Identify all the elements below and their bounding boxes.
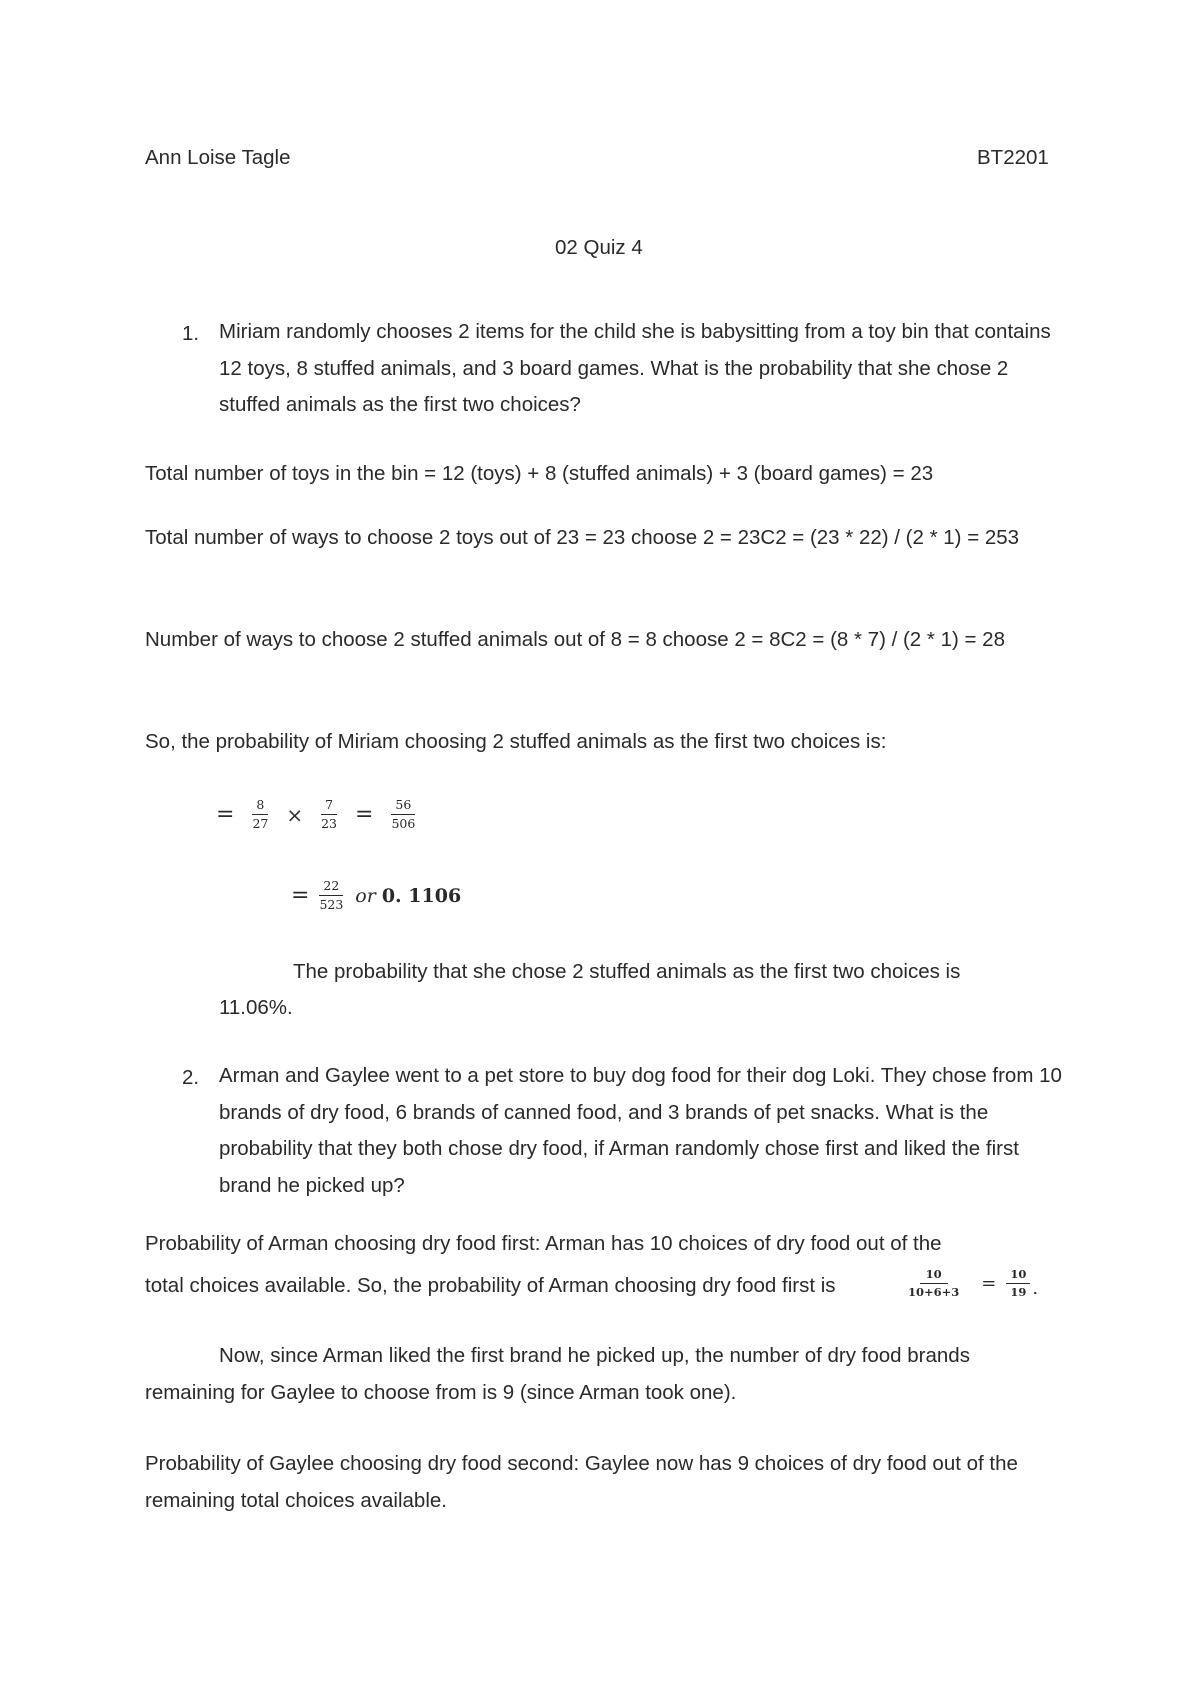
q1-stuffed-ways: Number of ways to choose 2 stuffed animals out of 8 = 8 choose 2 = 8C2 = (8 * 7) / (2 * 1) = 28 xyxy=(145,628,1005,651)
fraction-numerator: 10 xyxy=(1006,1268,1030,1284)
fraction-denominator: 19 xyxy=(1010,1285,1027,1299)
fraction-numerator: 7 xyxy=(321,798,337,815)
fraction-8-27 xyxy=(248,798,272,831)
equals-sign: = xyxy=(216,802,235,827)
q2-inline-equation xyxy=(904,1268,1038,1299)
author-name: Ann Loise Tagle xyxy=(145,146,291,169)
or-word: or xyxy=(355,884,376,907)
q1-answer: The probability that she chose 2 stuffed animals as the first two choices is xyxy=(293,960,961,983)
q1-equation-2 xyxy=(291,879,461,912)
equals-sign: = xyxy=(291,883,310,908)
fraction-numerator: 10 xyxy=(920,1268,948,1284)
fraction-denominator: 523 xyxy=(319,897,344,912)
question-1-number: 1. xyxy=(182,322,200,345)
question-1-text: Miriam randomly chooses 2 items for the child she is babysitting from a toy bin that contains 12 toys, 8 stuffed animals, and 3 board games. What is the probability that she chose 2 stuffed animals as the first two choices? xyxy=(219,320,1051,416)
q2-gaylee-remaining: Now, since Arman liked the first brand he picked up, the number of dry food brands remaining for Gaylee to choose from is 9 (since Arman took one). xyxy=(145,1344,970,1404)
section-code: BT2201 xyxy=(977,146,1049,169)
fraction-denominator: 23 xyxy=(321,816,338,831)
q1-total-toys: Total number of toys in the bin = 12 (toys) + 8 (stuffed animals) + 3 (board games) = 23 xyxy=(145,462,934,485)
q2-arman-probability-cont: total choices available. So, the probability of Arman choosing dry food first is xyxy=(145,1274,836,1297)
q1-equation-1 xyxy=(216,798,419,831)
fraction-numerator: 56 xyxy=(391,798,415,815)
q1-probability-intro: So, the probability of Miriam choosing 2 stuffed animals as the first two choices is: xyxy=(145,730,887,753)
fraction-numerator: 8 xyxy=(252,798,268,815)
period: . xyxy=(1032,1278,1039,1299)
fraction-numerator: 22 xyxy=(319,879,343,896)
q2-gaylee-probability: Probability of Gaylee choosing dry food second: Gaylee now has 9 choices of dry food out of the remaining total choices available. xyxy=(145,1452,1018,1512)
equals-sign: = xyxy=(355,802,374,827)
q1-answer-percent: 11.06%. xyxy=(219,996,293,1019)
decimal-result: 0. 1106 xyxy=(381,884,462,907)
fraction-denominator: 27 xyxy=(252,816,269,831)
fraction-22-523 xyxy=(315,879,347,912)
q2-arman-probability: Probability of Arman choosing dry food first: Arman has 10 choices of dry food out of the xyxy=(145,1232,942,1255)
question-2-text: Arman and Gaylee went to a pet store to buy dog food for their dog Loki. They chose from 10 brands of dry food, 6 brands of canned food, and 3 brands of pet snacks. What is the probability that they both chose dry food, if Arman randomly chose first and liked the first brand he picked up? xyxy=(219,1064,1062,1197)
fraction-denominator: 506 xyxy=(391,816,416,831)
question-2-number: 2. xyxy=(182,1066,200,1089)
document-title: 02 Quiz 4 xyxy=(555,236,643,259)
q1-total-ways: Total number of ways to choose 2 toys out of 23 = 23 choose 2 = 23C2 = (23 * 22) / (2 * 1) = 253 xyxy=(145,526,1020,549)
fraction-denominator: 10+6+3 xyxy=(908,1285,960,1299)
fraction-56-506 xyxy=(387,798,419,831)
fraction-7-23 xyxy=(317,798,341,831)
fraction-10-over-sum xyxy=(904,1268,963,1299)
fraction-10-19 xyxy=(1006,1268,1030,1299)
times-sign: × xyxy=(286,802,304,827)
equals-sign: = xyxy=(981,1273,997,1294)
